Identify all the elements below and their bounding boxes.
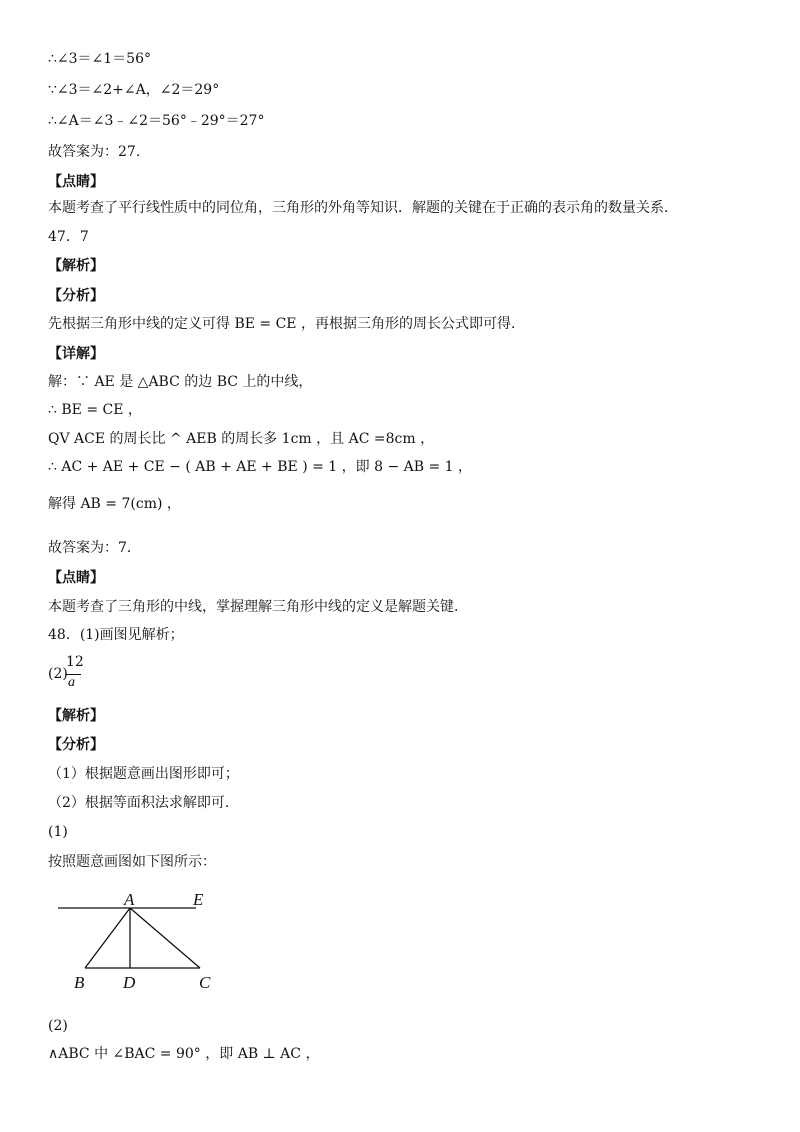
point-label-e: E xyxy=(193,890,204,909)
text-line: 解：∵ AE 是 △ABC 的边 BC 上的中线， xyxy=(48,374,313,390)
text-line: （1）根据题意画出图形即可； xyxy=(48,766,239,782)
section-heading: 【解析】 xyxy=(48,258,104,274)
fraction-denominator: a xyxy=(68,675,75,690)
text-line: ∴ AC + AE + CE − ( AB + AE + BE ) = 1 ，即 8 − AB = 1 ， xyxy=(48,459,473,475)
fraction-numerator: 12 xyxy=(66,654,84,670)
text-line: 解得 AB = 7(cm) ， xyxy=(48,496,181,512)
text-line: ∴∠3＝∠1＝56° xyxy=(48,51,151,67)
fraction-label: (2) xyxy=(48,666,68,682)
text-line: 故答案为：7． xyxy=(48,540,141,556)
text-line: （2）根据等面积法求解即可． xyxy=(48,795,239,811)
text-line: 本题考查了平行线性质中的同位角，三角形的外角等知识．解题的关键在于正确的表示角的数量关系． xyxy=(48,200,678,216)
triangle-figure xyxy=(50,888,230,998)
text-line: (1) xyxy=(48,824,68,840)
point-label-d: D xyxy=(123,973,136,992)
text-line: ∧ABC 中 ∠BAC = 90° ，即 AB ⊥ AC ， xyxy=(48,1046,320,1062)
text-line: QV ACE 的周长比 ^ AEB 的周长多 1cm ，且 AC =8cm ， xyxy=(48,431,435,447)
point-label-a: A xyxy=(124,890,135,909)
section-heading: 【解析】 xyxy=(48,708,104,724)
section-heading: 【点睛】 xyxy=(48,570,104,586)
section-heading: 【分析】 xyxy=(48,737,104,753)
point-label-c: C xyxy=(199,973,211,992)
text-line: 本题考查了三角形的中线，掌握理解三角形中线的定义是解题关键． xyxy=(48,599,468,615)
segment-ac xyxy=(130,908,200,968)
section-heading: 【详解】 xyxy=(48,346,104,362)
text-line: (2) xyxy=(48,1018,68,1034)
point-label-b: B xyxy=(74,973,85,992)
section-heading: 【点睛】 xyxy=(48,174,104,190)
text-line: ∴ BE = CE ， xyxy=(48,402,142,418)
section-heading: 【分析】 xyxy=(48,288,104,304)
text-line: 故答案为：27. xyxy=(48,144,141,160)
text-line: 按照题意画图如下图所示： xyxy=(48,854,216,870)
text-line: ∵∠3＝∠2+∠A，∠2＝29° xyxy=(48,82,220,98)
problem-number: 48．(1)画图见解析； xyxy=(48,627,184,643)
segment-ab xyxy=(85,908,130,968)
text-line: ∴∠A＝∠3﹣∠2＝56°﹣29°＝27° xyxy=(48,113,265,129)
problem-number: 47．7 xyxy=(48,229,89,245)
text-line: 先根据三角形中线的定义可得 BE = CE ，再根据三角形的周长公式即可得． xyxy=(48,316,525,332)
answer-fraction xyxy=(48,654,108,694)
